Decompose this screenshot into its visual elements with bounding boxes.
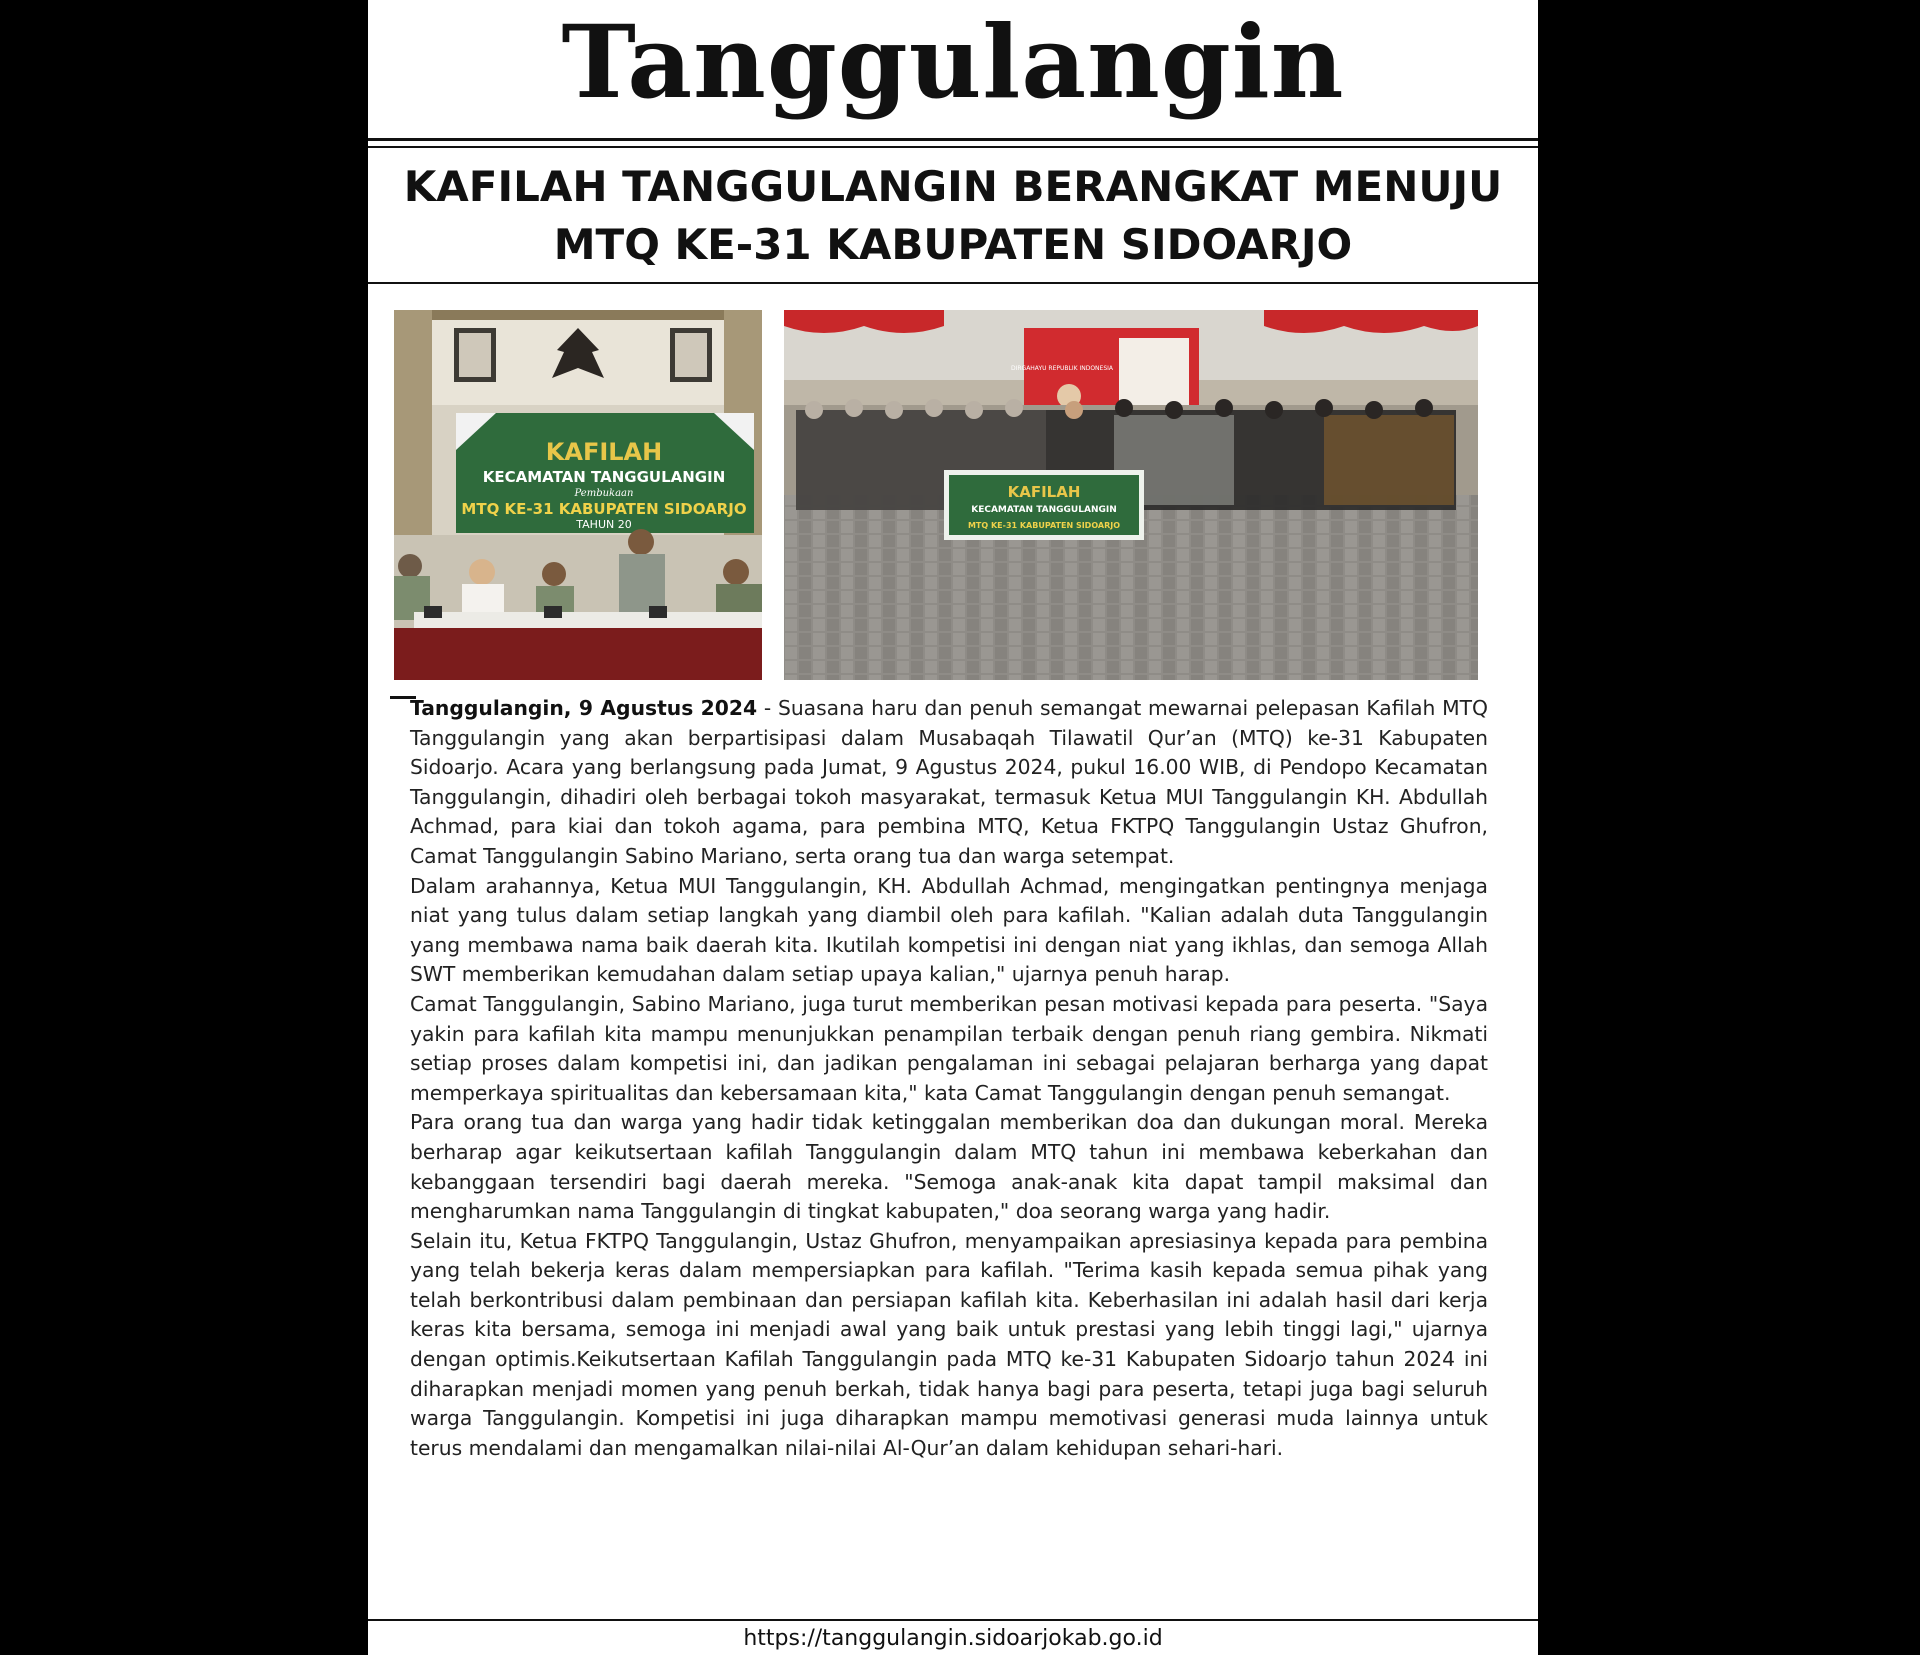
article-dateline: Tanggulangin, 9 Agustus 2024 (410, 696, 758, 720)
headline-line-2: MTQ KE-31 KABUPATEN SIDOARJO (553, 220, 1353, 269)
masthead-rule-thick (368, 138, 1538, 141)
article-paragraph-2: Dalam arahannya, Ketua MUI Tanggulangin, KH. Abdullah Achmad, mengingatkan pentingnya menjaga niat yang tulus dalam setiap langkah yang diambil oleh para kafilah. "Kalian adalah duta Tanggulangin yang membawa nama baik daerah kita. Ikutilah kompetisi ini dengan niat yang ikhlas, dan semoga Allah SWT memberikan kemudahan dalam setiap upaya kalian," ujarnya penuh harap. (410, 873, 1488, 987)
photo-opening-ceremony-image (394, 310, 762, 680)
right-backdrop-text: DIRGAHAYU REPUBLIK INDONESIA (1010, 365, 1114, 372)
article-paragraph-3: Camat Tanggulangin, Sabino Mariano, juga turut memberikan pesan motivasi kepada para peserta. "Saya yakin para kafilah kita mampu menunjukkan penampilan terbaik dengan penuh riang gembira. Nikmati setiap proses dalam kompetisi ini, dan jadikan pengalaman ini sebagai pelajaran berharga yang dapat memperkaya spiritualitas dan kebersamaan kita," kata Camat Tanggulangin dengan penuh semangat. (410, 991, 1488, 1105)
photo-opening-ceremony (394, 310, 762, 680)
right-banner-title: KAFILAH (1007, 483, 1081, 501)
photo-group-image (784, 310, 1478, 680)
footer-rule (368, 1619, 1538, 1621)
left-banner-line2: KECAMATAN TANGGULANGIN (482, 468, 726, 486)
headline (368, 158, 1538, 274)
photo-group (784, 310, 1478, 680)
left-banner-line4: TAHUN 20 (576, 518, 632, 531)
article-paragraph-1 (410, 694, 1488, 872)
left-banner-script: Pembukaan (574, 488, 634, 499)
headline-line-1: KAFILAH TANGGULANGIN BERANGKAT MENUJU (403, 162, 1503, 211)
article-paragraph-4: Para orang tua dan warga yang hadir tidak ketinggalan memberikan doa dan dukungan moral. Mereka berharap agar keikutsertaan kafilah Tanggulangin dalam MTQ tahun ini membawa keberkahan dan kebanggaan tersendiri bagi daerah mereka. "Semoga anak-anak kita dapat tampil maksimal dan mengharumkan nama Tanggulangin di tingkat kabupaten," doa seorang warga yang hadir. (410, 1110, 1488, 1224)
masthead-rule-thin (368, 146, 1538, 148)
article-lead: - Suasana haru dan penuh semangat mewarnai pelepasan Kafilah MTQ Tanggulangin yang akan berpartisipasi dalam Musabaqah Tilawatil Qur’an (MTQ) ke-31 Kabupaten Sidoarjo. Acara yang berlangsung pada Jumat, 9 Agustus 2024, pukul 16.00 WIB, di Pendopo Kecamatan Tanggulangin, dihadiri oleh berbagai tokoh masyarakat, termasuk Ketua MUI Tanggulangin KH. Abdullah Achmad, para kiai dan tokoh agama, para pembina MTQ, Ketua FKTPQ Tanggulangin Ustaz Ghufron, Camat Tanggulangin Sabino Mariano, serta orang tua dan warga setempat. (410, 696, 1488, 868)
masthead-title: Tanggulangin (561, 3, 1345, 121)
newsletter-page (368, 0, 1538, 1655)
left-banner-title: KAFILAH (545, 438, 663, 466)
right-banner-line3: MTQ KE-31 KABUPATEN SIDOARJO (967, 521, 1121, 530)
right-banner-line2: KECAMATAN TANGGULANGIN (971, 505, 1117, 515)
article-paragraph-5: Selain itu, Ketua FKTPQ Tanggulangin, Ustaz Ghufron, menyampaikan apresiasinya kepada para pembina yang telah bekerja keras dalam mempersiapkan para kafilah. "Terima kasih kepada semua pihak yang telah berkontribusi dalam pembinaan dan persiapan kafilah kita. Keberhasilan ini adalah hasil dari kerja keras kita bersama, semoga ini menjadi awal yang baik untuk prestasi yang lebih tinggi lagi," ujarnya dengan optimis.Keikutsertaan Kafilah Tanggulangin pada MTQ ke-31 Kabupaten Sidoarjo tahun 2024 ini diharapkan menjadi momen yang penuh berkah, tidak hanya bagi para peserta, tetapi juga bagi seluruh warga Tanggulangin. Kompetisi ini juga diharapkan mampu memotivasi generasi muda lainnya untuk terus mendalami dan mengamalkan nilai-nilai Al-Qur’an dalam kehidupan sehari-hari. (410, 1228, 1488, 1460)
article-body (410, 694, 1488, 1463)
headline-rule (368, 282, 1538, 284)
left-banner-line3: MTQ KE-31 KABUPATEN SIDOARJO (461, 500, 747, 518)
footer-url: https://tanggulangin.sidoarjokab.go.id (743, 1626, 1163, 1651)
